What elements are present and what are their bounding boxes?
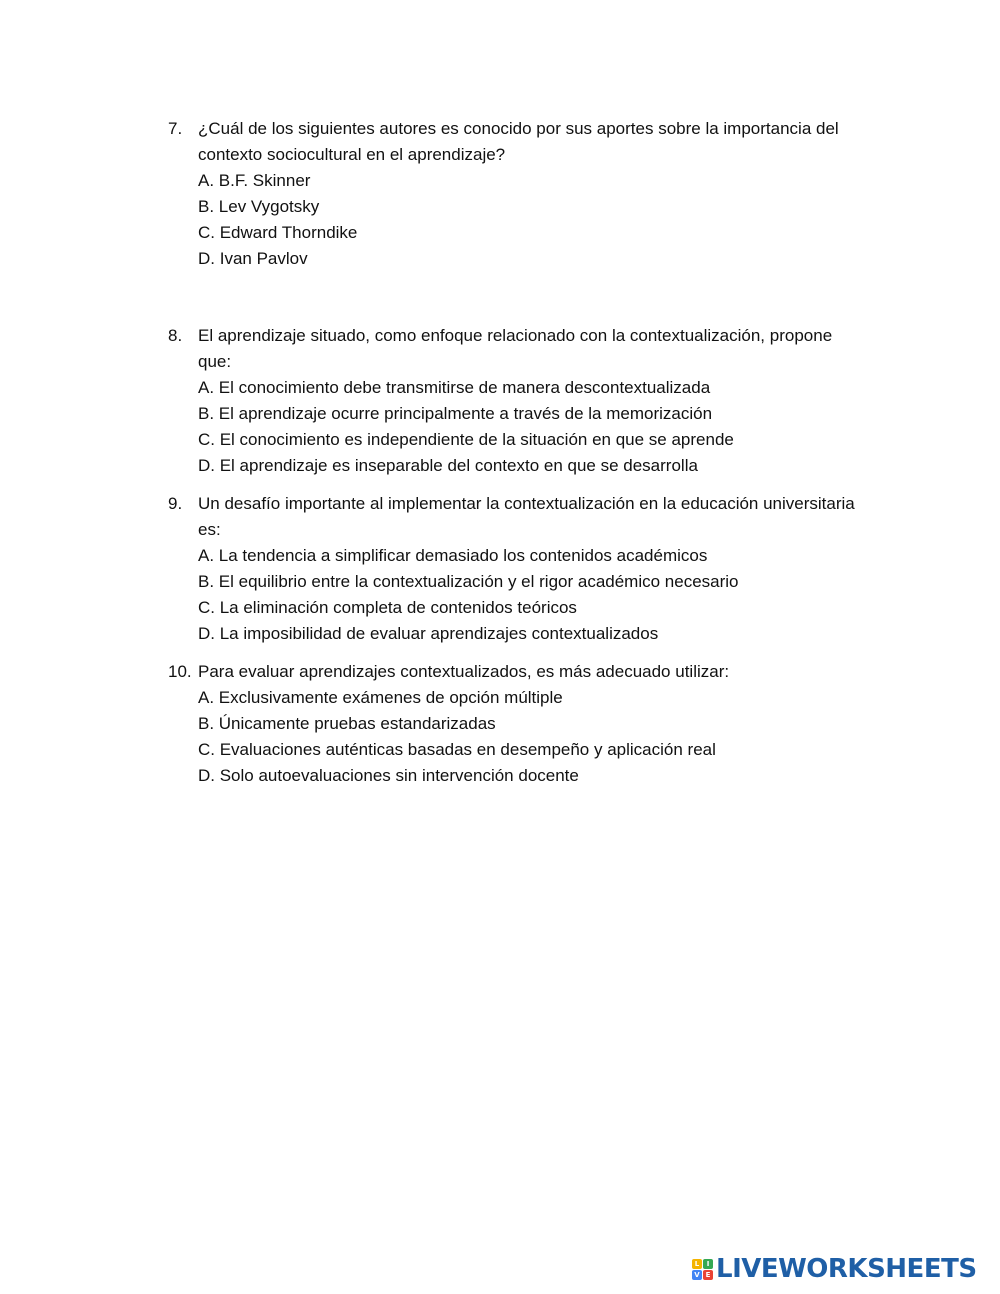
answer-option[interactable]: C. La eliminación completa de contenidos teóricos bbox=[198, 598, 577, 617]
question-8 bbox=[168, 323, 868, 479]
answer-option[interactable]: D. Ivan Pavlov bbox=[198, 249, 308, 268]
answer-option[interactable]: C. Edward Thorndike bbox=[198, 223, 358, 242]
answer-option[interactable]: C. Evaluaciones auténticas basadas en desempeño y aplicación real bbox=[198, 740, 716, 759]
answer-option[interactable]: A. Exclusivamente exámenes de opción múltiple bbox=[198, 688, 563, 707]
answer-option[interactable]: A. El conocimiento debe transmitirse de manera descontextualizada bbox=[198, 378, 711, 397]
answer-option[interactable]: A. B.F. Skinner bbox=[198, 171, 311, 190]
answer-option[interactable]: B. El aprendizaje ocurre principalmente a través de la memorización bbox=[198, 404, 713, 423]
answer-option[interactable]: D. El aprendizaje es inseparable del contexto en que se desarrolla bbox=[198, 456, 698, 475]
question-9 bbox=[168, 491, 868, 647]
logo-tile: I bbox=[703, 1259, 713, 1269]
logo-icon bbox=[692, 1259, 713, 1280]
logo-tile: E bbox=[703, 1270, 713, 1280]
question-number: 10. bbox=[168, 662, 192, 681]
question-text: ¿Cuál de los siguientes autores es conocido por sus aportes sobre la importancia del contexto sociocultural en el aprendizaje? bbox=[198, 119, 839, 164]
question-7 bbox=[168, 116, 868, 272]
answer-option[interactable]: A. La tendencia a simplificar demasiado los contenidos académicos bbox=[198, 546, 708, 565]
answer-option[interactable]: D. La imposibilidad de evaluar aprendizajes contextualizados bbox=[198, 624, 659, 643]
question-number: 9. bbox=[168, 494, 183, 513]
question-number: 8. bbox=[168, 326, 183, 345]
liveworksheets-logo bbox=[692, 1254, 977, 1284]
question-text: Un desafío importante al implementar la contextualización en la educación universitaria es: bbox=[198, 494, 855, 539]
question-number: 7. bbox=[168, 119, 183, 138]
answer-option[interactable]: D. Solo autoevaluaciones sin intervención docente bbox=[198, 766, 579, 785]
answer-option[interactable]: B. Únicamente pruebas estandarizadas bbox=[198, 714, 496, 733]
logo-tile: L bbox=[692, 1259, 702, 1269]
question-text: El aprendizaje situado, como enfoque relacionado con la contextualización, propone que: bbox=[198, 326, 833, 371]
brand-name: LIVEWORKSHEETS bbox=[716, 1254, 977, 1284]
logo-tile: V bbox=[692, 1270, 702, 1280]
question-10 bbox=[168, 659, 868, 789]
answer-option[interactable]: C. El conocimiento es independiente de la situación en que se aprende bbox=[198, 430, 734, 449]
answer-option[interactable]: B. El equilibrio entre la contextualización y el rigor académico necesario bbox=[198, 572, 739, 591]
question-text: Para evaluar aprendizajes contextualizados, es más adecuado utilizar: bbox=[198, 662, 730, 681]
answer-option[interactable]: B. Lev Vygotsky bbox=[198, 197, 320, 216]
